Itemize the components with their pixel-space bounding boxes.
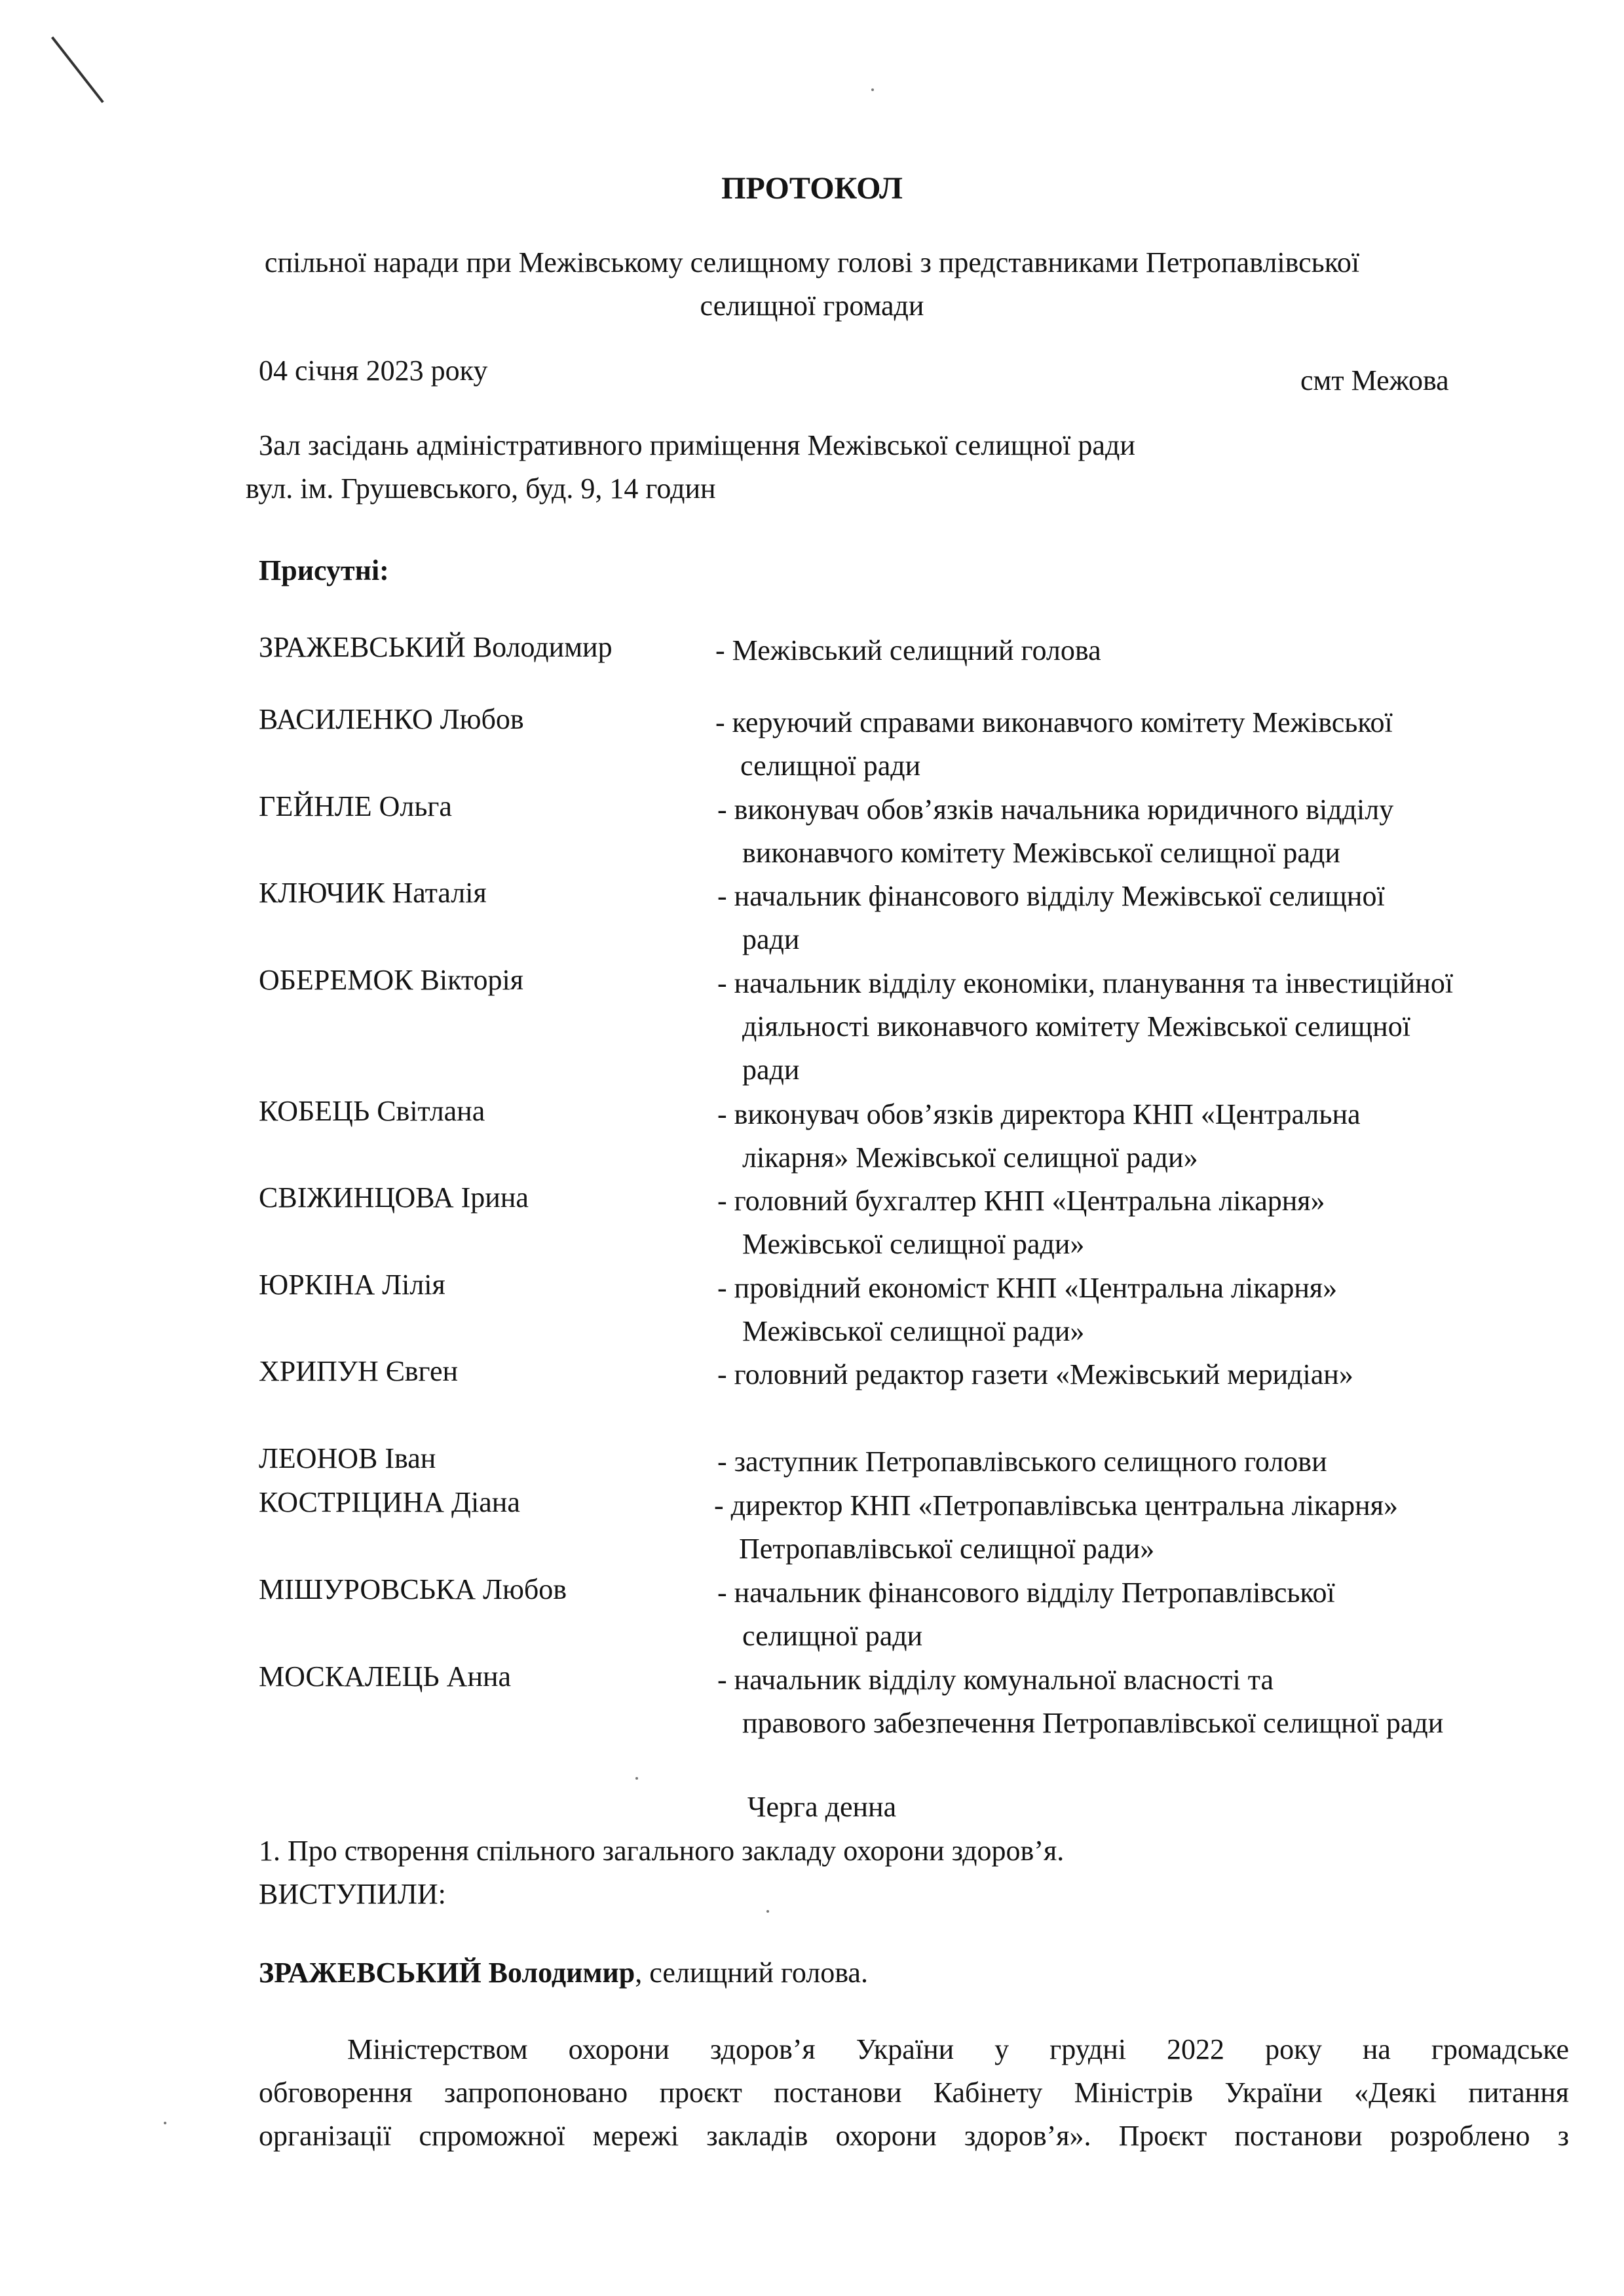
attendee-name: ГЕЙНЛЕ Ольга xyxy=(259,790,452,822)
subtitle-line-2: селищної громади xyxy=(700,290,924,322)
subtitle-line-1: спільної наради при Межівському селищному голові з представниками Петропавлівської xyxy=(264,246,1360,278)
attendee-role: - директор КНП «Петропавлівська центральна лікарня» xyxy=(714,1489,1398,1521)
speaker-role: , селищний голова. xyxy=(635,1957,868,1989)
attendee-role: - виконувач обов’язків начальника юридичного відділу xyxy=(717,794,1394,826)
attendee-role: Межівської селищної ради» xyxy=(742,1228,1085,1260)
scan-speck xyxy=(871,88,874,91)
attendee-role: правового забезпечення Петропавлівської селищної ради xyxy=(742,1707,1444,1739)
attendee-name: ОБЕРЕМОК Вікторія xyxy=(259,964,523,996)
scan-speck xyxy=(635,1777,638,1780)
attendee-name: ХРИПУН Євген xyxy=(259,1355,459,1387)
attendee-role: - провідний економіст КНП «Центральна лікарня» xyxy=(717,1272,1338,1304)
body-line: Міністерством охорони здоров’я України у грудні 2022 року на громадське xyxy=(347,2033,1569,2065)
attendee-role: - Межівський селищний голова xyxy=(715,634,1101,666)
agenda-heading: Черга денна xyxy=(747,1791,897,1823)
attendee-role: діяльності виконавчого комітету Межівської селищної xyxy=(742,1010,1410,1043)
attendee-role: Межівської селищної ради» xyxy=(742,1315,1085,1347)
attendee-role: селищної ради xyxy=(742,1620,923,1652)
venue-line-1: Зал засідань адміністративного приміщення Межівської селищної ради xyxy=(259,429,1135,461)
attendee-role: - заступник Петропавлівського селищного голови xyxy=(717,1445,1327,1478)
pen-stroke-mark xyxy=(51,37,104,104)
attendee-role: - начальник фінансового відділу Петропавлівської xyxy=(717,1577,1335,1609)
attendee-role: - начальник відділу комунальної власності та xyxy=(717,1664,1274,1696)
attendee-role: - начальник фінансового відділу Межівської селищної xyxy=(717,880,1385,912)
speaker-line xyxy=(259,1951,868,1995)
attendee-role: - головний бухгалтер КНП «Центральна лікарня» xyxy=(717,1185,1325,1217)
attendee-name: КОБЕЦЬ Світлана xyxy=(259,1095,485,1127)
attendee-role: лікарня» Межівської селищної ради» xyxy=(742,1141,1198,1174)
attendee-role: виконавчого комітету Межівської селищної ради xyxy=(742,837,1340,869)
attendee-name: МОСКАЛЕЦЬ Анна xyxy=(259,1660,512,1693)
venue-line-2: вул. ім. Грушевського, буд. 9, 14 годин xyxy=(246,472,716,505)
meeting-place: смт Межова xyxy=(1300,364,1449,396)
agenda-item: 1. Про створення спільного загального закладу охорони здоров’я. xyxy=(259,1835,1065,1867)
attendee-name: СВІЖИНЦОВА Ірина xyxy=(259,1181,529,1214)
attendee-role: ради xyxy=(742,923,800,955)
body-line: обговорення запропоновано проєкт постанови Кабінету Міністрів України «Деякі питання xyxy=(259,2076,1569,2109)
attendee-name: МІШУРОВСЬКА Любов xyxy=(259,1573,567,1605)
body-line: організації спроможної мережі закладів охорони здоров’я». Проєкт постанови розроблено з xyxy=(259,2120,1569,2152)
attendee-name: ЗРАЖЕВСЬКИЙ Володимир xyxy=(259,631,613,663)
attendee-name: КЛЮЧИК Наталія xyxy=(259,877,487,909)
meeting-date: 04 січня 2023 року xyxy=(259,354,488,387)
attendee-name: КОСТРІЦИНА Діана xyxy=(259,1486,520,1518)
scan-speck xyxy=(164,2122,166,2124)
attendee-role: - головний редактор газети «Межівський меридіан» xyxy=(717,1358,1353,1390)
attendee-role: - керуючий справами виконавчого комітету Межівської xyxy=(715,706,1393,738)
attendee-role: - начальник відділу економіки, планування та інвестиційної xyxy=(717,967,1454,999)
attendee-name: ВАСИЛЕНКО Любов xyxy=(259,703,524,735)
scan-speck xyxy=(766,1910,769,1913)
speaker-name: ЗРАЖЕВСЬКИЙ Володимир xyxy=(259,1957,635,1989)
attendee-role: ради xyxy=(742,1054,800,1086)
attendee-name: ЛЕОНОВ Іван xyxy=(259,1442,436,1474)
document-title: ПРОТОКОЛ xyxy=(721,171,903,206)
attendee-role: селищної ради xyxy=(740,750,921,782)
attendee-name: ЮРКІНА Лілія xyxy=(259,1269,445,1301)
present-heading: Присутні: xyxy=(259,554,389,586)
attendee-role: - виконувач обов’язків директора КНП «Центральна xyxy=(717,1098,1361,1130)
spoke-heading: ВИСТУПИЛИ: xyxy=(259,1878,446,1910)
attendee-role: Петропавлівської селищної ради» xyxy=(739,1533,1155,1565)
